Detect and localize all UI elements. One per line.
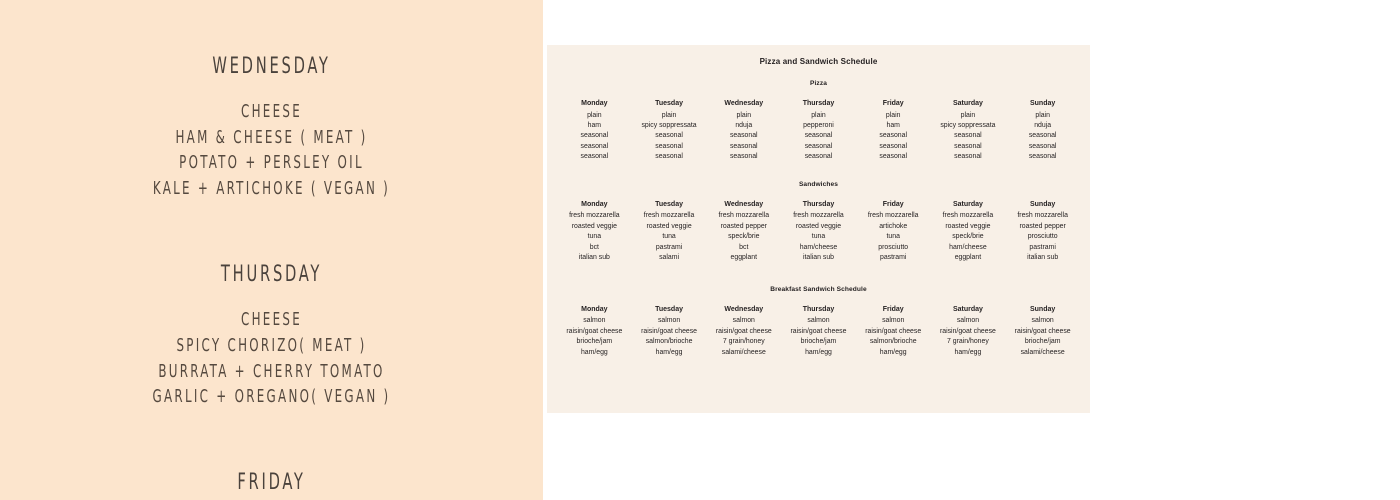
day-item-list bbox=[632, 111, 707, 163]
day-item: seasonal bbox=[804, 153, 833, 161]
day-column-header: Tuesday bbox=[655, 100, 683, 107]
day-item: brioche/jam bbox=[576, 338, 613, 346]
day-item: roasted veggie bbox=[945, 222, 991, 230]
day-item: fresh mozzarella bbox=[942, 212, 994, 220]
day-item: bct bbox=[739, 243, 749, 251]
day-grid bbox=[557, 200, 1080, 264]
day-item: raisin/goat cheese bbox=[641, 327, 698, 335]
day-column-header: Monday bbox=[581, 100, 608, 107]
day-item: tuna bbox=[662, 233, 676, 241]
day-item: fresh mozzarella bbox=[569, 212, 620, 220]
day-column-header: Sunday bbox=[1029, 100, 1056, 107]
day-item: seasonal bbox=[729, 132, 758, 140]
day-item: nduja bbox=[1034, 121, 1052, 129]
day-item: raisin/goat cheese bbox=[865, 327, 922, 335]
day-item: 7 grain/honey bbox=[722, 338, 765, 346]
day-column-header: Monday bbox=[581, 305, 608, 313]
day-column bbox=[706, 99, 781, 163]
day-item-list bbox=[856, 211, 931, 263]
schedule-panel bbox=[547, 45, 1090, 413]
day-item: ham/cheese bbox=[799, 243, 838, 251]
day-item-list bbox=[931, 211, 1006, 263]
day-item: italian sub bbox=[578, 254, 610, 262]
day-item: raisin/goat cheese bbox=[790, 327, 847, 335]
menu-item-list bbox=[0, 307, 543, 410]
day-item-list bbox=[781, 211, 856, 263]
day-item: salmon bbox=[956, 317, 980, 325]
day-item: salmon bbox=[1031, 317, 1054, 325]
day-column-header: Wednesday bbox=[724, 100, 764, 107]
day-column bbox=[557, 99, 632, 163]
day-column-header: Friday bbox=[882, 305, 904, 313]
day-item: seasonal bbox=[580, 153, 609, 161]
menu-day-block bbox=[0, 52, 543, 202]
day-column-header: Tuesday bbox=[655, 305, 683, 313]
day-item: seasonal bbox=[655, 132, 683, 140]
day-item: italian sub bbox=[1027, 254, 1059, 262]
day-item: fresh mozzarella bbox=[867, 212, 919, 220]
handwritten-menu-panel bbox=[0, 0, 543, 500]
menu-content bbox=[0, 0, 543, 496]
day-item: salmon bbox=[657, 317, 681, 325]
day-item: salmon bbox=[882, 317, 905, 325]
day-grid bbox=[557, 305, 1080, 358]
day-item: seasonal bbox=[804, 142, 833, 150]
schedule-section bbox=[557, 181, 1080, 264]
day-column bbox=[781, 305, 856, 358]
menu-day-block bbox=[0, 469, 543, 496]
day-column-header: Monday bbox=[581, 200, 608, 208]
day-column bbox=[856, 305, 931, 358]
day-grid bbox=[557, 99, 1080, 163]
day-column-header: Saturday bbox=[952, 100, 983, 107]
day-item: seasonal bbox=[1028, 153, 1057, 161]
day-item: ham bbox=[886, 121, 900, 129]
day-item: seasonal bbox=[954, 132, 982, 140]
schedule-sections-container bbox=[557, 80, 1080, 358]
day-column bbox=[632, 200, 707, 264]
day-column bbox=[557, 305, 632, 358]
day-column bbox=[781, 99, 856, 163]
day-item-list bbox=[1005, 316, 1080, 358]
day-item-list bbox=[557, 316, 632, 358]
day-column bbox=[706, 305, 781, 358]
menu-days-container bbox=[0, 52, 543, 496]
day-item: seasonal bbox=[804, 132, 833, 140]
menu-item: POTATO + PERSLEY OIL bbox=[179, 151, 364, 174]
day-item: plain bbox=[587, 111, 602, 119]
day-item: roasted veggie bbox=[795, 222, 842, 230]
day-column-header: Thursday bbox=[802, 100, 835, 107]
menu-item: CHEESE bbox=[240, 99, 302, 122]
day-item-list bbox=[1005, 211, 1080, 263]
menu-item-list bbox=[0, 99, 543, 202]
day-item-list bbox=[557, 111, 632, 163]
menu-item: HAM & CHEESE ( MEAT ) bbox=[175, 125, 368, 148]
day-item: artichoke bbox=[879, 222, 908, 230]
day-item-list bbox=[1005, 111, 1080, 163]
day-column-header: Tuesday bbox=[655, 200, 683, 208]
day-item: seasonal bbox=[1028, 142, 1057, 150]
day-item: eggplant bbox=[730, 254, 757, 262]
day-item: raisin/goat cheese bbox=[939, 327, 996, 335]
menu-day-heading: THURSDAY bbox=[220, 261, 323, 287]
day-item: speck/brie bbox=[728, 233, 760, 241]
menu-item: KALE + ARTICHOKE ( VEGAN ) bbox=[152, 177, 391, 199]
day-item: tuna bbox=[587, 233, 602, 241]
day-column-header: Thursday bbox=[802, 305, 835, 313]
day-item: eggplant bbox=[954, 254, 982, 262]
day-item: salami bbox=[659, 254, 680, 262]
day-column bbox=[632, 99, 707, 163]
day-item-list bbox=[931, 316, 1006, 358]
day-item: seasonal bbox=[879, 142, 907, 150]
day-item: ham bbox=[587, 121, 602, 129]
day-column-header: Friday bbox=[882, 100, 904, 107]
day-column-header: Wednesday bbox=[724, 200, 764, 208]
day-item: salmon/brioche bbox=[869, 338, 917, 346]
day-item: prosciutto bbox=[1027, 233, 1058, 241]
day-column-header: Friday bbox=[882, 200, 904, 208]
day-item: 7 grain/honey bbox=[947, 338, 989, 346]
day-item: fresh mozzarella bbox=[718, 212, 770, 220]
day-item: roasted pepper bbox=[1019, 222, 1066, 230]
day-column-header: Saturday bbox=[952, 305, 983, 313]
day-item: pastrami bbox=[879, 254, 907, 262]
day-item: pepperoni bbox=[803, 121, 834, 129]
day-item: plain bbox=[811, 111, 826, 119]
day-item: pastrami bbox=[1029, 243, 1056, 251]
day-column-header: Sunday bbox=[1029, 305, 1056, 313]
day-item: salmon bbox=[583, 317, 606, 325]
day-item: ham/egg bbox=[655, 348, 683, 356]
day-item: spicy soppressata bbox=[940, 121, 996, 129]
schedule-section bbox=[557, 80, 1080, 163]
day-item: italian sub bbox=[802, 254, 834, 262]
day-column bbox=[557, 200, 632, 264]
menu-item: GARLIC + OREGANO( VEGAN ) bbox=[152, 385, 391, 407]
day-item-list bbox=[557, 211, 632, 263]
day-item: plain bbox=[960, 111, 976, 119]
day-column-header: Wednesday bbox=[724, 305, 764, 313]
day-item: seasonal bbox=[1028, 132, 1057, 140]
day-item: raisin/goat cheese bbox=[715, 327, 772, 335]
section-title: Pizza bbox=[810, 80, 827, 87]
day-column bbox=[931, 99, 1006, 163]
day-item: ham/egg bbox=[879, 348, 907, 356]
menu-item: BURRATA + CHERRY TOMATO bbox=[158, 359, 385, 382]
day-item: plain bbox=[661, 111, 677, 119]
day-item: seasonal bbox=[729, 142, 758, 150]
day-item-list bbox=[931, 111, 1006, 163]
day-item: seasonal bbox=[879, 153, 907, 161]
day-item-list bbox=[781, 111, 856, 163]
day-column bbox=[781, 200, 856, 264]
day-item: speck/brie bbox=[952, 233, 984, 241]
day-item-list bbox=[856, 316, 931, 358]
day-item: roasted veggie bbox=[646, 222, 692, 230]
section-title: Breakfast Sandwich Schedule bbox=[770, 285, 867, 293]
day-item: seasonal bbox=[729, 153, 758, 161]
day-column-header: Sunday bbox=[1029, 200, 1056, 208]
menu-item: SPICY CHORIZO( MEAT ) bbox=[176, 333, 367, 356]
day-item-list bbox=[706, 316, 781, 358]
day-item: salmon bbox=[807, 317, 830, 325]
day-item: ham/cheese bbox=[949, 243, 987, 251]
day-item-list bbox=[632, 211, 707, 263]
day-column bbox=[1005, 99, 1080, 163]
day-item: seasonal bbox=[954, 142, 982, 150]
menu-day-block bbox=[0, 261, 543, 410]
day-item-list bbox=[781, 316, 856, 358]
day-column-header: Thursday bbox=[802, 200, 835, 208]
day-item: nduja bbox=[735, 121, 753, 129]
day-item: prosciutto bbox=[878, 243, 909, 251]
day-item: seasonal bbox=[655, 142, 683, 150]
schedule-section bbox=[557, 286, 1080, 358]
day-item: spicy soppressata bbox=[641, 121, 697, 129]
day-item-list bbox=[706, 111, 781, 163]
day-item: salami/cheese bbox=[721, 348, 766, 356]
day-item-list bbox=[632, 316, 707, 358]
day-item: ham/egg bbox=[954, 348, 982, 356]
day-item: fresh mozzarella bbox=[1017, 212, 1068, 220]
day-column bbox=[856, 200, 931, 264]
day-column bbox=[632, 305, 707, 358]
section-title: Sandwiches bbox=[798, 180, 839, 188]
day-item: tuna bbox=[886, 233, 900, 241]
day-item: pastrami bbox=[655, 243, 683, 251]
day-item: seasonal bbox=[580, 132, 609, 140]
day-item: salami/cheese bbox=[1020, 348, 1065, 356]
day-item: seasonal bbox=[879, 132, 907, 140]
day-item: raisin/goat cheese bbox=[566, 327, 623, 335]
day-item: fresh mozzarella bbox=[793, 212, 844, 220]
day-column bbox=[931, 305, 1006, 358]
day-item: seasonal bbox=[580, 142, 609, 150]
day-item: brioche/jam bbox=[1024, 338, 1061, 346]
day-item: plain bbox=[1035, 111, 1050, 119]
day-item: seasonal bbox=[954, 153, 982, 161]
day-item: roasted veggie bbox=[571, 222, 617, 230]
day-column-header: Saturday bbox=[952, 200, 983, 208]
day-item: bct bbox=[589, 243, 599, 251]
day-column bbox=[1005, 305, 1080, 358]
day-item: raisin/goat cheese bbox=[1014, 327, 1071, 335]
day-column bbox=[1005, 200, 1080, 264]
day-column bbox=[856, 99, 931, 163]
day-column bbox=[931, 200, 1006, 264]
menu-day-heading: FRIDAY bbox=[237, 469, 306, 496]
day-column bbox=[706, 200, 781, 264]
day-item: salmon/brioche bbox=[645, 338, 693, 346]
day-item: seasonal bbox=[655, 153, 683, 161]
menu-item: CHEESE bbox=[240, 307, 302, 330]
day-item: plain bbox=[885, 111, 901, 119]
menu-day-heading: WEDNESDAY bbox=[212, 52, 331, 79]
day-item-list bbox=[706, 211, 781, 263]
day-item: roasted pepper bbox=[720, 222, 767, 230]
day-item: tuna bbox=[811, 233, 826, 241]
day-item: salmon bbox=[732, 317, 755, 325]
day-item: brioche/jam bbox=[800, 338, 837, 346]
day-item: plain bbox=[736, 111, 752, 119]
day-item: ham/egg bbox=[805, 348, 832, 356]
schedule-panel-title: Pizza and Sandwich Schedule bbox=[759, 57, 878, 66]
day-item: ham/egg bbox=[580, 348, 608, 356]
day-item-list bbox=[856, 111, 931, 163]
day-item: fresh mozzarella bbox=[643, 212, 695, 220]
